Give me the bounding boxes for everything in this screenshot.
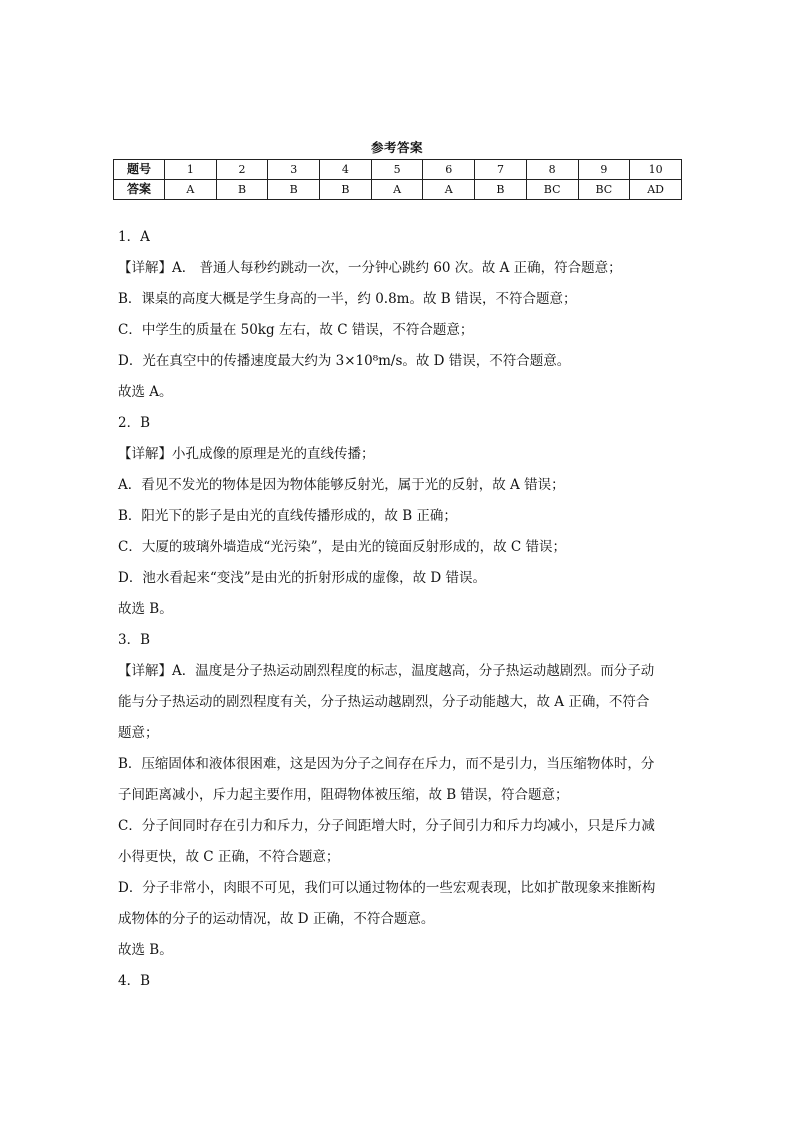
- explanation-line: B．阳光下的影子是由光的直线传播形成的，故 B 正确；: [118, 508, 457, 524]
- question-number: 9: [578, 160, 630, 180]
- explanation-line: 能与分子热运动的剧烈程度有关，分子热运动越剧烈，分子动能越大，故 A 正确，不符合: [118, 694, 650, 710]
- explanation-line: D．分子非常小，肉眼不可见，我们可以通过物体的一些宏观表现，比如扩散现象来推断构: [118, 880, 656, 896]
- explanation-line: 小得更快，故 C 正确，不符合题意；: [118, 849, 340, 865]
- explanation-line: 【详解】A．温度是分子热运动剧烈程度的标志，温度越高，分子热运动越剧烈。而分子动: [118, 663, 655, 679]
- answer-cell: AD: [630, 180, 682, 200]
- answer-cell: B: [475, 180, 527, 200]
- explanation-line: C．中学生的质量在 50kg 左右，故 C 错误，不符合题意；: [118, 322, 474, 338]
- explanation-line: 故选 B。: [118, 942, 173, 958]
- answer-cell: A: [423, 180, 475, 200]
- answer-cell: BC: [526, 180, 578, 200]
- answer-row: [114, 180, 682, 200]
- answer-cell: B: [216, 180, 268, 200]
- answer-cell: A: [371, 180, 423, 200]
- question-number: 10: [630, 160, 682, 180]
- question-heading: 2．B: [118, 415, 151, 431]
- question-number: 4: [320, 160, 372, 180]
- explanation-line: C．分子间同时存在引力和斥力，分子间距增大时，分子间引力和斥力均减小，只是斥力减: [118, 818, 655, 834]
- question-heading: 4．B: [118, 973, 151, 989]
- answer-cell: BC: [578, 180, 630, 200]
- question-number: 6: [423, 160, 475, 180]
- question-number: 8: [526, 160, 578, 180]
- explanation-line: 故选 A。: [118, 384, 173, 400]
- row-label: 题号: [114, 160, 165, 180]
- question-heading: 1．A: [118, 229, 150, 245]
- question-number: 5: [371, 160, 423, 180]
- explanation-line: A．看见不发光的物体是因为物体能够反射光，属于光的反射，故 A 错误；: [118, 477, 565, 493]
- explanation-line: 成物体的分子的运动情况，故 D 正确，不符合题意。: [118, 911, 435, 927]
- row-label: 答案: [114, 180, 165, 200]
- explanation-line: 题意；: [118, 725, 159, 741]
- explanation-line: 子间距离减小，斥力起主要作用，阻碍物体被压缩，故 B 错误，符合题意；: [118, 787, 569, 803]
- explanation-line: D．池水看起来“变浅”是由光的折射形成的虚像，故 D 错误。: [118, 570, 487, 586]
- explanation-line: C．大厦的玻璃外墙造成“光污染”，是由光的镜面反射形成的，故 C 错误；: [118, 539, 567, 555]
- explanation-line: 故选 B。: [118, 601, 173, 617]
- answer-cell: B: [268, 180, 320, 200]
- question-number: 7: [475, 160, 527, 180]
- page-title: 参考答案: [370, 140, 423, 155]
- explanation-line: B．课桌的高度大概是学生身高的一半，约 0.8m。故 B 错误，不符合题意；: [118, 291, 577, 307]
- answer-table: [113, 159, 682, 200]
- explanation-line: 【详解】A． 普通人每秒约跳动一次，一分钟心跳约 60 次。故 A 正确，符合题意；: [118, 260, 622, 276]
- question-number: 2: [216, 160, 268, 180]
- question-number-row: [114, 160, 682, 180]
- question-number: 1: [165, 160, 217, 180]
- question-heading: 3．B: [118, 632, 151, 648]
- answer-cell: A: [165, 180, 217, 200]
- explanation-line: B．压缩固体和液体很困难，这是因为分子之间存在斥力，而不是引力，当压缩物体时，分: [118, 756, 655, 772]
- answer-cell: B: [320, 180, 372, 200]
- question-number: 3: [268, 160, 320, 180]
- explanations: [118, 222, 678, 997]
- explanation-line: D．光在真空中的传播速度最大约为 3×10⁸m/s。故 D 错误，不符合题意。: [118, 353, 571, 369]
- explanation-line: 【详解】小孔成像的原理是光的直线传播；: [118, 446, 375, 462]
